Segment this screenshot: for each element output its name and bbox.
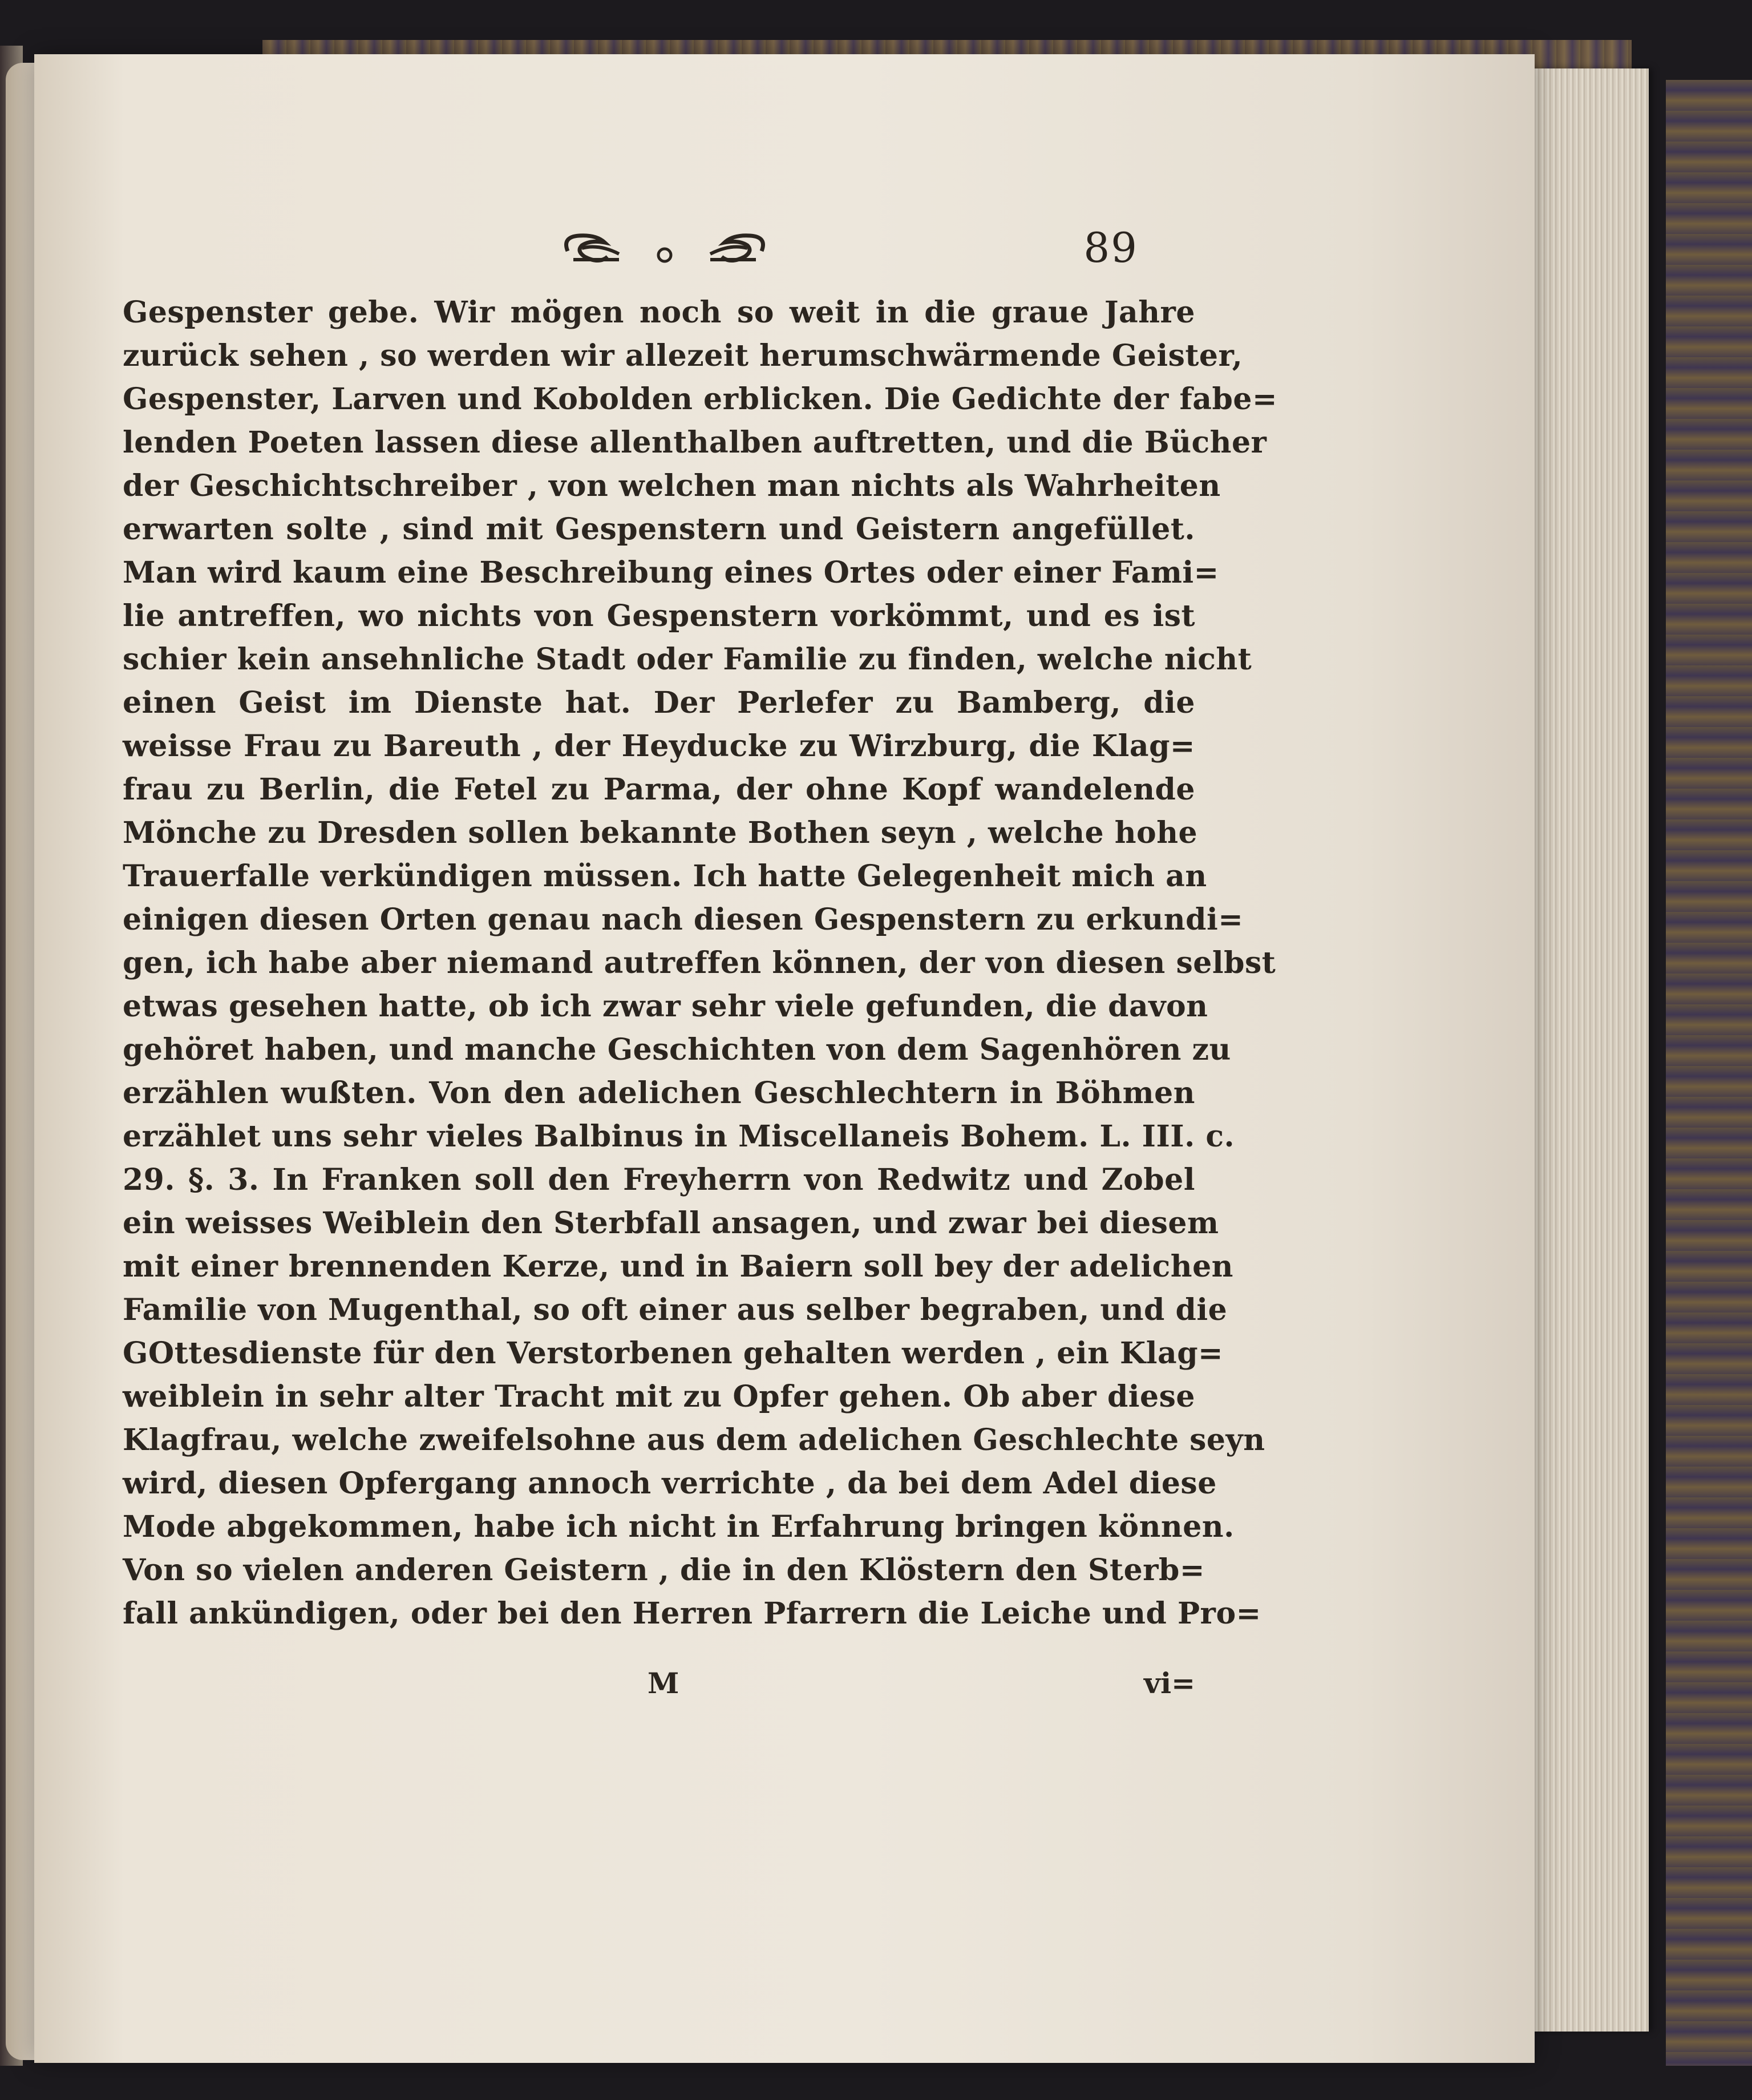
text-line: etwas gesehen hatte, ob ich zwar sehr viele gefunden, die davon bbox=[123, 989, 1208, 1024]
page-header bbox=[545, 223, 1138, 285]
text-line: Trauerfalle verkündigen müssen. Ich hatte Gelegenheit mich an bbox=[123, 859, 1207, 894]
text-line: GOttesdienste für den Verstorbenen gehalten werden , ein Klag= bbox=[123, 1336, 1224, 1371]
text-line: weiblein in sehr alter Tracht mit zu Opfer gehen. Ob aber diese bbox=[123, 1379, 1195, 1414]
text-line: erzählen wußten. Von den adelichen Geschlechtern in Böhmen bbox=[123, 1076, 1195, 1110]
text-line: weisse Frau zu Bareuth , der Heyducke zu Wirzburg, die Klag= bbox=[123, 729, 1195, 764]
text-line: Gespenster gebe. Wir mögen noch so weit in die graue Jahre bbox=[123, 295, 1195, 330]
page-number: 89 bbox=[1083, 224, 1138, 272]
text-line: lenden Poeten lassen diese allenthalben auftretten, und die Bücher bbox=[123, 425, 1267, 460]
text-line: gen, ich habe aber niemand autreffen können, der von diesen selbst bbox=[123, 946, 1276, 980]
text-line: Familie von Mugenthal, so oft einer aus selber begraben, und die bbox=[123, 1293, 1228, 1327]
text-line: Mode abgekommen, habe ich nicht in Erfahrung bringen können. bbox=[123, 1509, 1235, 1544]
text-line: Von so vielen anderen Geistern , die in den Klöstern den Sterb= bbox=[123, 1553, 1205, 1588]
text-line: erzählet uns sehr vieles Balbinus in Miscellaneis Bohem. L. III. c. bbox=[123, 1119, 1235, 1154]
text-line: mit einer brennenden Kerze, und in Baiern soll bey der adelichen bbox=[123, 1249, 1233, 1284]
text-line: Mönche zu Dresden sollen bekannte Bothen seyn , welche hohe bbox=[123, 815, 1198, 850]
page-footer bbox=[123, 1666, 1195, 1706]
text-line: wird, diesen Opfergang annoch verrichte , da bei dem Adel diese bbox=[123, 1466, 1217, 1501]
text-line: ein weisses Weiblein den Sterbfall ansagen, und zwar bei diesem bbox=[123, 1206, 1219, 1241]
text-line: 29. §. 3. In Franken soll den Freyherrn von Redwitz und Zobel bbox=[123, 1162, 1195, 1197]
text-line: frau zu Berlin, die Fetel zu Parma, der ohne Kopf wandelende bbox=[123, 772, 1195, 807]
text-line: zurück sehen , so werden wir allezeit herumschwärmende Geister, bbox=[123, 338, 1243, 373]
catchword: vi= bbox=[1144, 1666, 1195, 1700]
text-line: einigen diesen Orten genau nach diesen Gespenstern zu erkundi= bbox=[123, 902, 1244, 937]
signature-mark: M bbox=[648, 1666, 679, 1700]
text-line: lie antreffen, wo nichts von Gespenstern vorkömmt, und es ist bbox=[123, 599, 1195, 633]
text-line: gehöret haben, und manche Geschichten von dem Sagenhören zu bbox=[123, 1032, 1231, 1067]
text-line: einen Geist im Dienste hat. Der Perlefer zu Bamberg, die bbox=[123, 685, 1195, 720]
text-line: schier kein ansehnliche Stadt oder Familie zu finden, welche nicht bbox=[123, 642, 1252, 677]
ornament-icon bbox=[551, 225, 779, 277]
text-line: Gespenster, Larven und Kobolden erblicken. Die Gedichte der fabe= bbox=[123, 382, 1278, 417]
text-line: erwarten solte , sind mit Gespenstern und Geistern angefüllet. bbox=[123, 512, 1195, 547]
body-text bbox=[123, 291, 1278, 1635]
text-line: fall ankündigen, oder bei den Herren Pfarrern die Leiche und Pro= bbox=[123, 1596, 1261, 1631]
text-line: Klagfrau, welche zweifelsohne aus dem adelichen Geschlechte seyn bbox=[123, 1423, 1265, 1457]
page-stack-edges bbox=[1518, 68, 1649, 2032]
text-line: Man wird kaum eine Beschreibung eines Ortes oder einer Fami= bbox=[123, 555, 1219, 590]
book-cover-right bbox=[1666, 80, 1752, 2066]
text-line: der Geschichtschreiber , von welchen man nichts als Wahrheiten bbox=[123, 469, 1221, 503]
header-ornament bbox=[545, 223, 784, 280]
